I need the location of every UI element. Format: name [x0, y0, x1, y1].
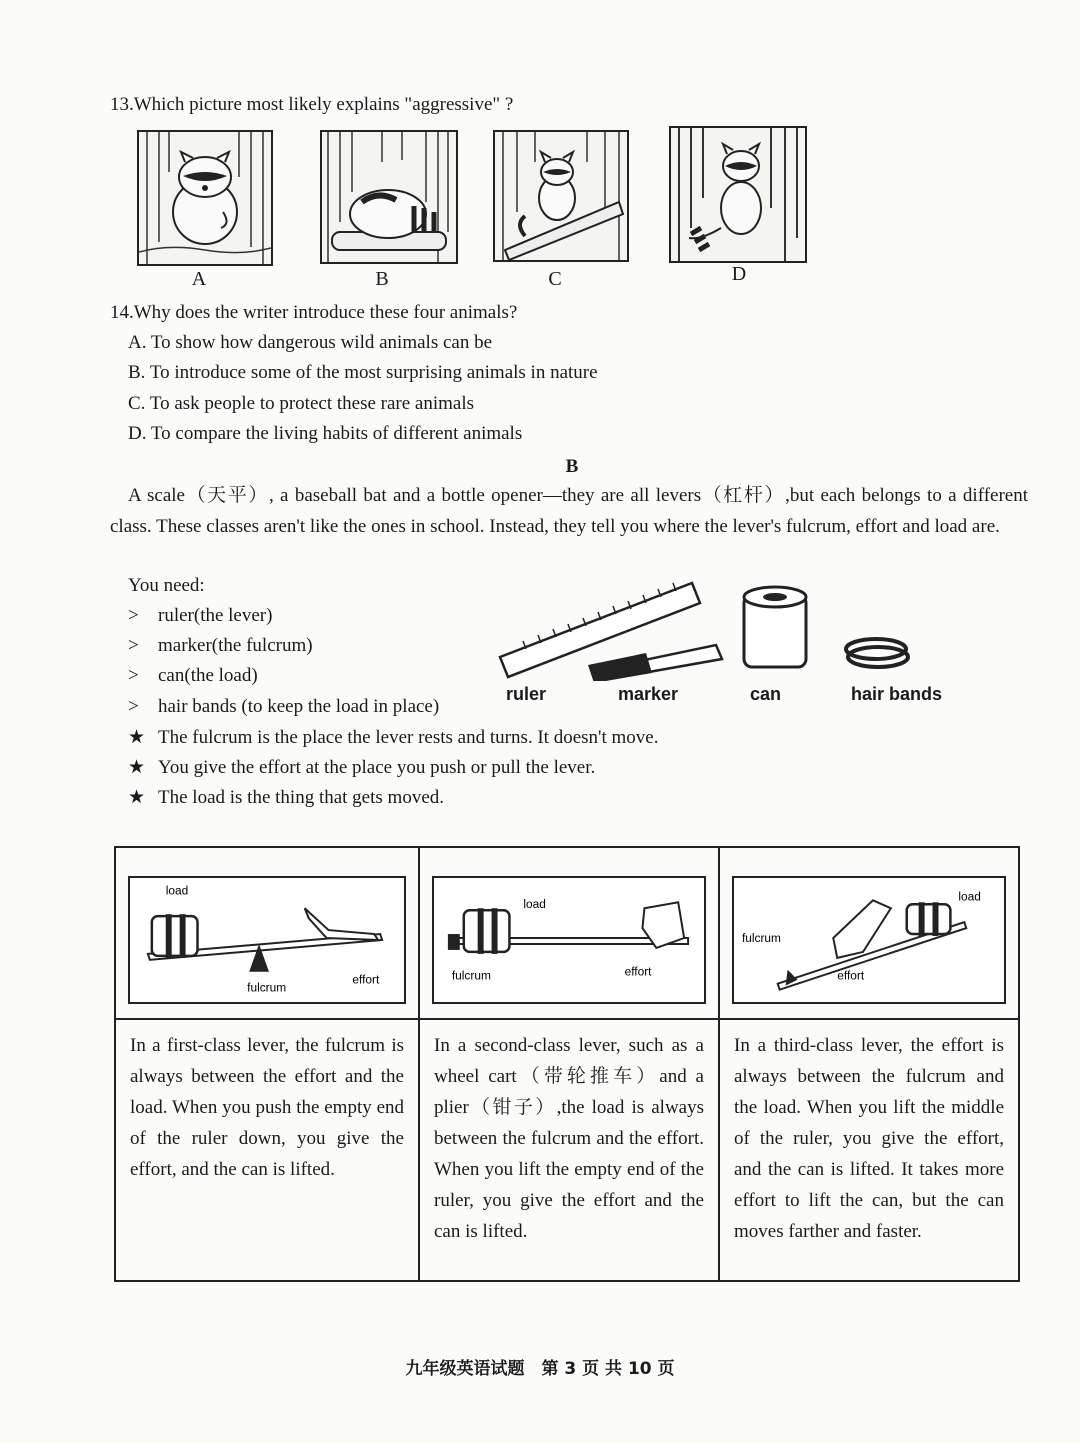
bullet-marker: >	[128, 665, 139, 686]
need-item-text: can(the load)	[158, 665, 258, 686]
can-load-icon	[907, 902, 951, 936]
third-class-diagram	[732, 876, 1006, 1004]
picture-label-b: B	[375, 268, 389, 290]
marker-fulcrum-icon	[448, 934, 460, 950]
picture-a	[137, 130, 273, 266]
third-class-text-cell	[719, 1019, 1019, 1281]
diagram-label-effort: effort	[624, 964, 652, 979]
question-14: 14.Why does the writer introduce these four animals?	[110, 302, 518, 323]
picture-b	[320, 130, 458, 264]
note-item-text: You give the effort at the place you push or pull the lever.	[158, 757, 596, 778]
option-a: A. To show how dangerous wild animals can be	[128, 332, 493, 353]
tool-label-can: can	[750, 684, 782, 704]
raccoon-standing-icon	[139, 132, 271, 264]
diagram-label-load: load	[165, 883, 189, 898]
raccoon-sleeping-icon	[322, 132, 456, 262]
need-item	[128, 631, 313, 661]
note-item	[128, 753, 595, 783]
picture-c	[493, 130, 629, 262]
tool-label-marker: marker	[618, 684, 679, 704]
question-13: 13.Which picture most likely explains "aggressive" ?	[110, 94, 514, 115]
note-item	[128, 723, 658, 753]
first-class-diagram-cell	[115, 847, 419, 1019]
bullet-marker: >	[128, 696, 139, 717]
need-item	[128, 661, 258, 691]
can-load-icon	[152, 914, 198, 958]
option-d: D. To compare the living habits of different animals	[128, 423, 523, 444]
second-class-diagram	[432, 876, 706, 1004]
picture-d	[669, 126, 807, 263]
raccoon-on-log-icon	[495, 132, 627, 260]
section-heading: B	[565, 456, 579, 477]
diagram-label-fulcrum: fulcrum	[247, 980, 287, 995]
star-marker: ★	[128, 787, 146, 808]
picture-label-a: A	[191, 268, 207, 290]
hair-bands-icon	[846, 639, 908, 667]
star-marker: ★	[128, 757, 146, 778]
second-class-text-cell	[419, 1019, 719, 1281]
diagram-label-effort: effort	[352, 972, 380, 987]
tools-illustration	[496, 575, 948, 681]
diagram-label-fulcrum: fulcrum	[451, 968, 491, 983]
raccoon-surprised-icon	[671, 128, 805, 261]
diagram-label-load: load	[958, 889, 981, 904]
intro-paragraph: A scale（天平）, a baseball bat and a bottle opener—they are all levers（杠杆）,but each belongs to a different class. These classes aren't like the ones in school. Instead, they tell you where the lever's fulcrum, effort and load are.	[110, 485, 1028, 537]
first-class-text-cell	[115, 1019, 419, 1281]
hand-pushing-icon	[305, 908, 378, 940]
need-item	[128, 692, 439, 722]
first-class-description: In a first-class lever, the fulcrum is always between the effort and the load. When you push the empty end of the ruler down, you give the effort, and the can is lifted.	[130, 1035, 404, 1180]
picture-label-d: D	[731, 263, 747, 285]
need-item-text: ruler(the lever)	[158, 605, 273, 626]
note-item-text: The fulcrum is the place the lever rests and turns. It doesn't move.	[158, 727, 659, 748]
third-class-diagram-cell	[719, 847, 1019, 1019]
bullet-marker: >	[128, 635, 139, 656]
need-item-text: hair bands (to keep the load in place)	[158, 696, 440, 717]
marker-icon	[588, 645, 722, 681]
page-footer: 九年级英语试题 第 3 页 共 10 页	[405, 1359, 675, 1379]
need-item	[128, 601, 272, 631]
diagram-label-load: load	[523, 897, 546, 912]
diagram-label-fulcrum: fulcrum	[741, 930, 781, 945]
tool-label-hair-bands: hair bands	[851, 684, 943, 704]
can-load-icon	[464, 908, 510, 954]
levers-table	[114, 846, 1020, 1282]
can-icon	[744, 587, 806, 667]
second-class-diagram-cell	[419, 847, 719, 1019]
diagram-label-effort: effort	[837, 968, 865, 983]
tool-label-ruler: ruler	[506, 684, 547, 704]
bullet-marker: >	[128, 605, 139, 626]
star-marker: ★	[128, 727, 146, 748]
second-class-description: In a second-class lever, such as a wheel cart（带轮推车）and a plier（钳子）,the load is always between the fulcrum and the effort. When you lift the empty end of the ruler, you give the effort and the can is lifted.	[434, 1035, 704, 1242]
option-c: C. To ask people to protect these rare animals	[128, 393, 475, 414]
need-item-text: marker(the fulcrum)	[158, 635, 313, 656]
note-item-text: The load is the thing that gets moved.	[158, 787, 445, 808]
you-need-label: You need:	[128, 575, 205, 596]
third-class-description: In a third-class lever, the effort is always between the fulcrum and the load. When you lift the middle of the ruler, you give the effort, and the can is lifted. It takes more effort to lift the can, but the can moves farther and faster.	[734, 1035, 1004, 1242]
note-item	[128, 783, 444, 813]
picture-label-c: C	[548, 268, 562, 290]
first-class-diagram	[128, 876, 406, 1004]
option-b: B. To introduce some of the most surprising animals in nature	[128, 362, 598, 383]
